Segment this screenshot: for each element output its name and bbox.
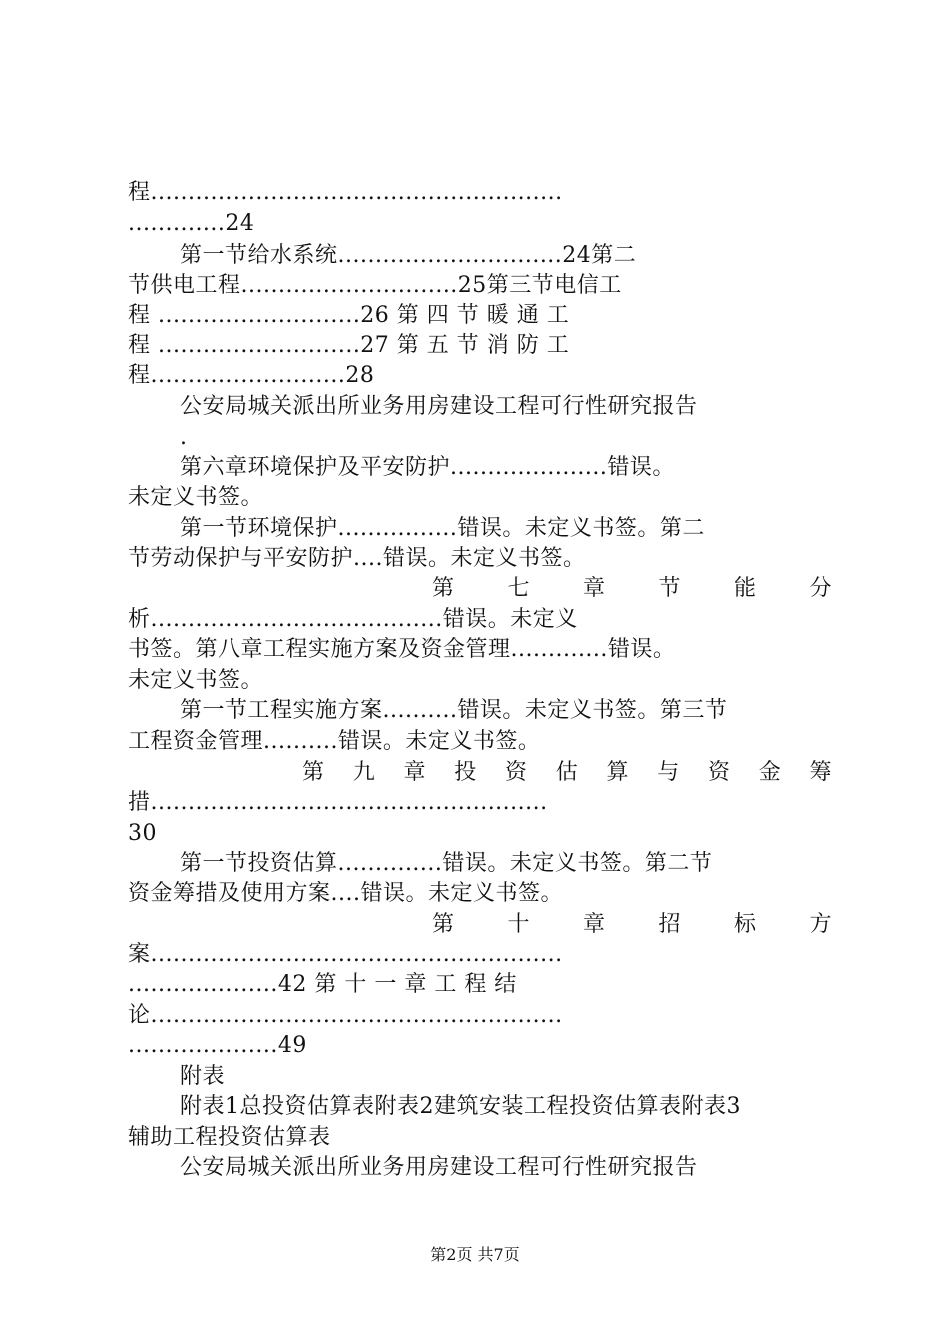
toc-line: 案....................................................... <box>128 942 563 967</box>
toc-line: 析.......................................错误。未定义 <box>128 607 578 632</box>
toc-line: 第 十 章 招 标 方 <box>432 912 832 937</box>
toc-line: 第 九 章 投 资 估 算 与 资 金 筹 <box>302 760 832 785</box>
toc-line: 第六章环境保护及平安防护.....................错误。 <box>180 455 675 480</box>
toc-line: 措..................................................... <box>128 790 548 815</box>
report-title: 公安局城关派出所业务用房建设工程可行性研究报告 <box>180 1155 698 1180</box>
toc-line: 资金筹措及使用方案....错误。未定义书签。 <box>128 881 563 906</box>
toc-line: . <box>180 425 188 450</box>
toc-line: 程....................................................... <box>128 180 563 205</box>
toc-line: 未定义书签。 <box>128 485 264 510</box>
toc-line: 第 七 章 节 能 分 <box>432 576 832 601</box>
toc-line: 程..........................28 <box>128 363 375 388</box>
toc-line: .............24 <box>128 211 255 236</box>
toc-line: 第一节给水系统..............................24第二 <box>180 243 637 268</box>
toc-line: 附表1总投资估算表附表2建筑安装工程投资估算表附表3 <box>180 1094 741 1119</box>
toc-line: 书签。第八章工程实施方案及资金管理.............错误。 <box>128 637 676 662</box>
toc-line: 第一节环境保护................错误。未定义书签。第二 <box>180 516 705 541</box>
toc-line: 论....................................................... <box>128 1003 563 1028</box>
toc-line: 未定义书签。 <box>128 668 264 693</box>
report-title: 公安局城关派出所业务用房建设工程可行性研究报告 <box>180 394 698 419</box>
toc-line: 节劳动保护与平安防护....错误。未定义书签。 <box>128 546 586 571</box>
appendix-heading: 附表 <box>180 1064 226 1089</box>
toc-line: 节供电工程.............................25第三节电信工 <box>128 273 622 298</box>
toc-line: 第一节工程实施方案..........错误。未定义书签。第三节 <box>180 698 728 723</box>
toc-line: 30 <box>128 821 157 846</box>
toc-line: 程 ...........................26 第 四 节 暖 通 工 <box>128 303 570 328</box>
toc-line: ....................42 第 十 一 章 工 程 结 <box>128 972 517 997</box>
page-number: 第2页 共7页 <box>430 1245 520 1264</box>
toc-line: 辅助工程投资估算表 <box>128 1125 331 1150</box>
toc-line: 程 ...........................27 第 五 节 消 防 工 <box>128 333 570 358</box>
toc-line: 第一节投资估算..............错误。未定义书签。第二节 <box>180 851 713 876</box>
toc-line: 工程资金管理..........错误。未定义书签。 <box>128 729 541 754</box>
toc-line: ....................49 <box>128 1033 307 1058</box>
